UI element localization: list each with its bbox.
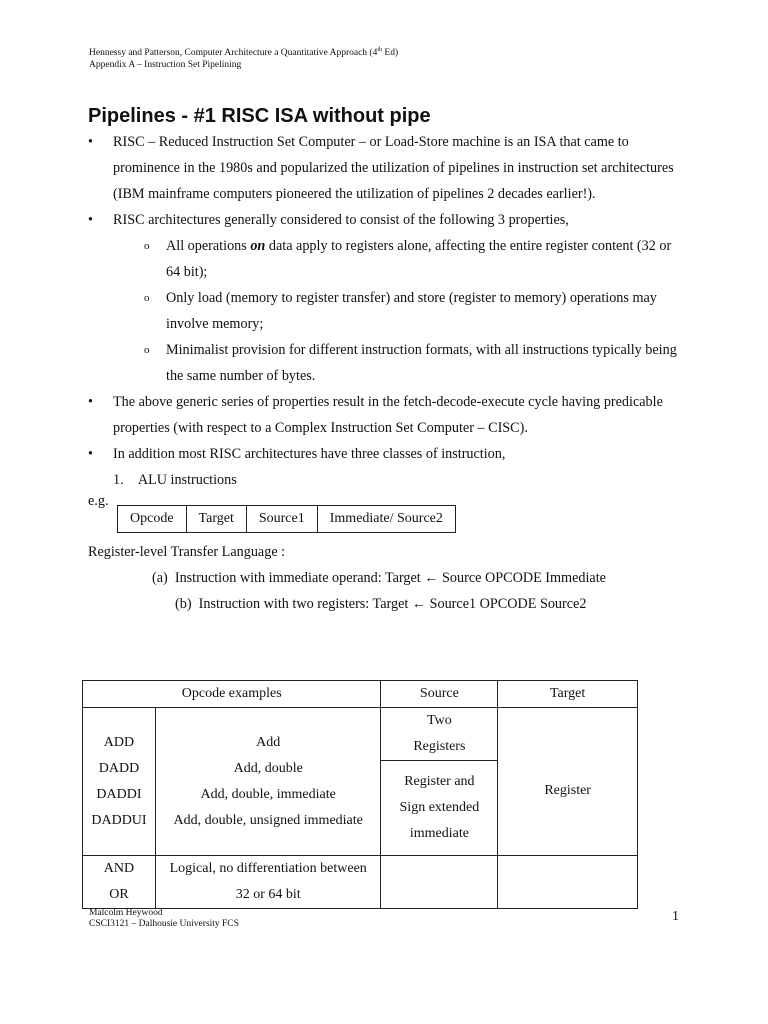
opcode: DADDUI [91,812,147,828]
bullet-dot-icon: • [88,134,93,150]
opcode: DADD [98,760,140,776]
opcode-cell [83,708,156,856]
source-two-registers: Two Registers [381,708,497,761]
footer-author: Malcolm Heywood [89,908,163,918]
bullet-item: • RISC architectures generally considered to consist of the following 3 properties, o All operations on data apply to registers alone, affecting the entire register content (32 or 64 bit); o Only load (memory to register transfer) and store (register to memory) operations may involve memory; o Minimalist provision for different instruction formats, with all instructions typically being the same number of bytes. [88,207,688,389]
opcode-description: Add [256,734,281,750]
opcode-description: Add, double [233,760,303,776]
body-text [88,129,688,617]
target-register: Register [544,782,591,798]
format-field: Opcode [118,506,187,533]
emphasis-on: on [250,238,266,254]
header-citation: Hennessy and Patterson, Computer Architecture a Quantitative Approach (4th Ed) [89,47,399,59]
header-source: Source [381,681,498,708]
opcode-description: Logical, no differentiation between [169,861,367,876]
opcode-description: 32 or 64 bit [235,887,301,902]
opcode-examples-table [82,680,638,909]
bullet-dot-icon: • [88,394,93,410]
format-field: Immediate/ Source2 [317,506,455,533]
bullet-dot-icon: • [88,212,93,228]
opcode: ADD [103,734,135,750]
bullet-item: • The above generic series of properties result in the fetch-decode-execute cycle having predicable properties (with respect to a Complex Instruction Set Computer – CISC). [88,389,688,441]
source-immediate: Register and Sign extended immediate [399,774,480,841]
bullet-item: • In addition most RISC architectures have three classes of instruction, [88,441,688,467]
page-title: Pipelines - #1 RISC ISA without pipe [88,105,431,127]
sub-bullet-item: o Minimalist provision for different instruction formats, with all instructions typically being the same number of bytes. [113,337,688,389]
footer-course: CSCI3121 – Dalhousie University FCS [89,919,239,929]
header-superscript: th [377,47,383,53]
eg-label: e.g. [88,493,109,509]
opcode-cell [83,856,156,909]
header-opcode-examples: Opcode examples [83,681,381,708]
opcode-description: Add, double, unsigned immediate [173,812,363,828]
source-cell [381,708,498,856]
footer [89,908,239,930]
sub-bullet-list [113,233,688,389]
bullet-dot-icon: • [88,446,93,462]
format-field: Source1 [246,506,317,533]
rtl-heading: Register-level Transfer Language : [88,544,286,560]
rtl-item-a: (a) Instruction with immediate operand: Target ← Source OPCODE Immediate [152,570,606,586]
page-number: 1 [672,909,679,924]
opcode: DADDI [96,786,142,802]
numbered-item: 1. ALU instructions [113,472,237,488]
target-cell-continued [498,856,638,909]
rtl-item-b: (b) Instruction with two registers: Target ← Source1 OPCODE Source2 [175,596,587,612]
instruction-format-table [117,505,456,533]
circle-bullet-icon: o [144,240,150,252]
opcode: AND [103,861,135,876]
format-field: Target [186,506,246,533]
sub-bullet-item: o Only load (memory to register transfer) and store (register to memory) operations may involve memory; [113,285,688,337]
header-appendix: Appendix A – Instruction Set Pipelining [89,60,242,71]
description-cell [155,856,381,909]
opcode-description: Add, double, immediate [200,786,336,802]
source-cell-continued [381,856,498,909]
circle-bullet-icon: o [144,292,150,304]
sub-bullet-item: o All operations on data apply to registers alone, affecting the entire register content (32 or 64 bit); [113,233,688,285]
circle-bullet-icon: o [144,344,150,356]
running-header [89,44,398,71]
opcode: OR [109,887,129,902]
bullet-item: • RISC – Reduced Instruction Set Computer – or Load-Store machine is an ISA that came to prominence in the 1980s and popularized the utilization of pipelines in instruction set architectures (IBM mainframe computers pioneered the utilization of pipelines 2 decades earlier!). [88,129,688,207]
header-target: Target [498,681,638,708]
description-cell [155,708,381,856]
target-cell [498,708,638,856]
bullet-list [88,129,688,467]
